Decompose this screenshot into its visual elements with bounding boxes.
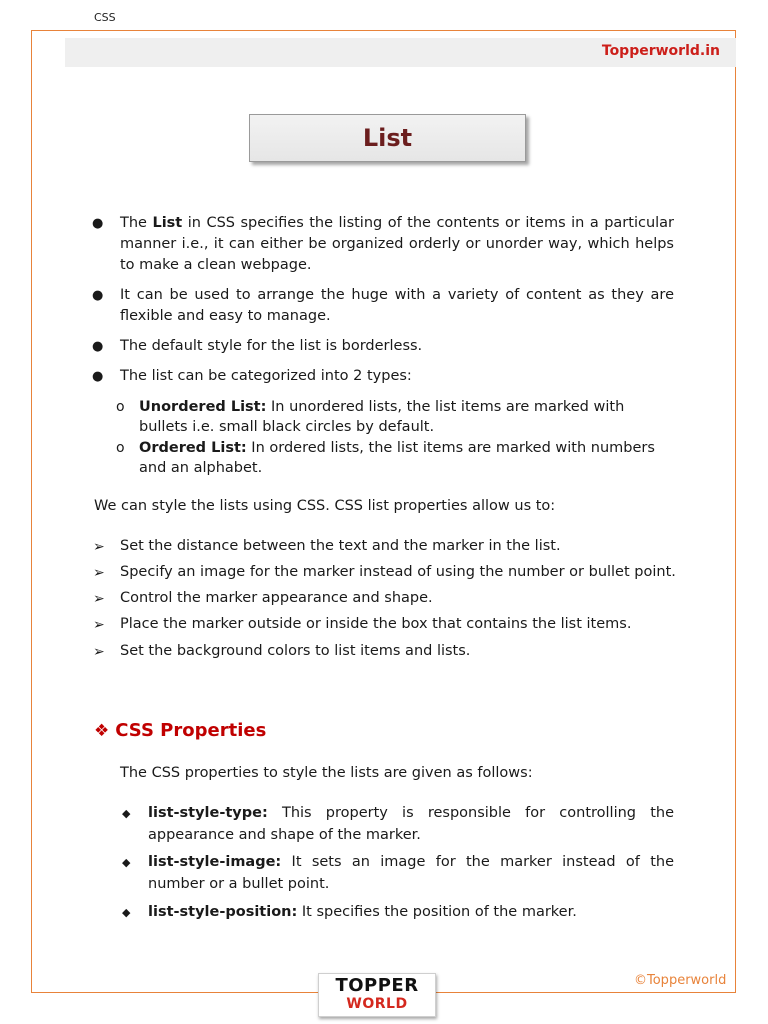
list-item: Set the background colors to list items and lists.	[120, 643, 471, 659]
header-label: CSS	[94, 11, 116, 24]
four-diamond-icon: ❖	[94, 720, 110, 741]
arrow-bullet-icon: ➢	[93, 617, 105, 633]
disc-bullet-icon: ●	[92, 339, 104, 354]
list-item: It can be used to arrange the huge with a variety of content as they are flexible and easy to manage.	[120, 287, 674, 324]
list-item: The List in CSS specifies the listing of the contents or items in a particular manner i.e., it can either be organized orderly or unorder way, which helps to make a clean webpage.	[120, 215, 675, 273]
circle-bullet-icon: o	[116, 440, 125, 456]
property-name: list-style-position:	[148, 904, 298, 920]
logo-bottom-text: WORLD	[346, 996, 408, 1012]
list-item: Ordered List: In ordered lists, the list items are marked with numbers and an alphabet.	[139, 440, 655, 476]
disc-bullet-icon: ●	[92, 216, 104, 231]
logo-top-text: TOPPER	[335, 975, 419, 996]
list-item: Unordered List: In unordered lists, the list items are marked with bullets i.e. small black circles by default.	[139, 399, 625, 435]
footer-copyright: ©Topperworld	[634, 973, 727, 988]
style-intro: We can style the lists using CSS. CSS list properties allow us to:	[94, 498, 556, 514]
brand-bar	[65, 38, 736, 67]
property-item: list-style-image: It sets an image for the marker instead of the number or a bullet point.	[148, 854, 674, 892]
bold-term: Ordered List:	[139, 440, 247, 456]
arrow-bullet-icon: ➢	[93, 565, 105, 581]
arrow-bullet-icon: ➢	[93, 644, 105, 660]
section-intro: The CSS properties to style the lists are given as follows:	[120, 765, 533, 781]
list-item: The list can be categorized into 2 types:	[120, 368, 412, 384]
bold-term: List	[152, 215, 183, 231]
section-heading	[94, 720, 266, 741]
diamond-bullet-icon: ◆	[122, 906, 131, 919]
property-item: list-style-type: This property is responsible for controlling the appearance and shape of the marker.	[148, 805, 674, 843]
property-item: list-style-position: It specifies the position of the marker.	[148, 904, 577, 920]
arrow-bullet-icon: ➢	[93, 539, 105, 555]
arrow-bullet-icon: ➢	[93, 591, 105, 607]
property-name: list-style-image:	[148, 854, 282, 870]
circle-bullet-icon: o	[116, 399, 125, 415]
disc-bullet-icon: ●	[92, 369, 104, 384]
diamond-bullet-icon: ◆	[122, 856, 131, 869]
page-title: List	[362, 124, 413, 152]
section-heading-text: CSS Properties	[115, 720, 267, 741]
bold-term: Unordered List:	[139, 399, 267, 415]
disc-bullet-icon: ●	[92, 288, 104, 303]
list-item: Place the marker outside or inside the box that contains the list items.	[120, 616, 632, 632]
topperworld-logo	[318, 973, 436, 1017]
list-item: Set the distance between the text and the marker in the list.	[120, 538, 561, 554]
property-name: list-style-type:	[148, 805, 268, 821]
title-box	[249, 114, 526, 162]
brand-link[interactable]: Topperworld.in	[601, 43, 720, 59]
list-item: Control the marker appearance and shape.	[120, 590, 433, 606]
diamond-bullet-icon: ◆	[122, 807, 131, 820]
list-item: Specify an image for the marker instead of using the number or bullet point.	[120, 564, 676, 580]
list-item: The default style for the list is borderless.	[120, 338, 423, 354]
